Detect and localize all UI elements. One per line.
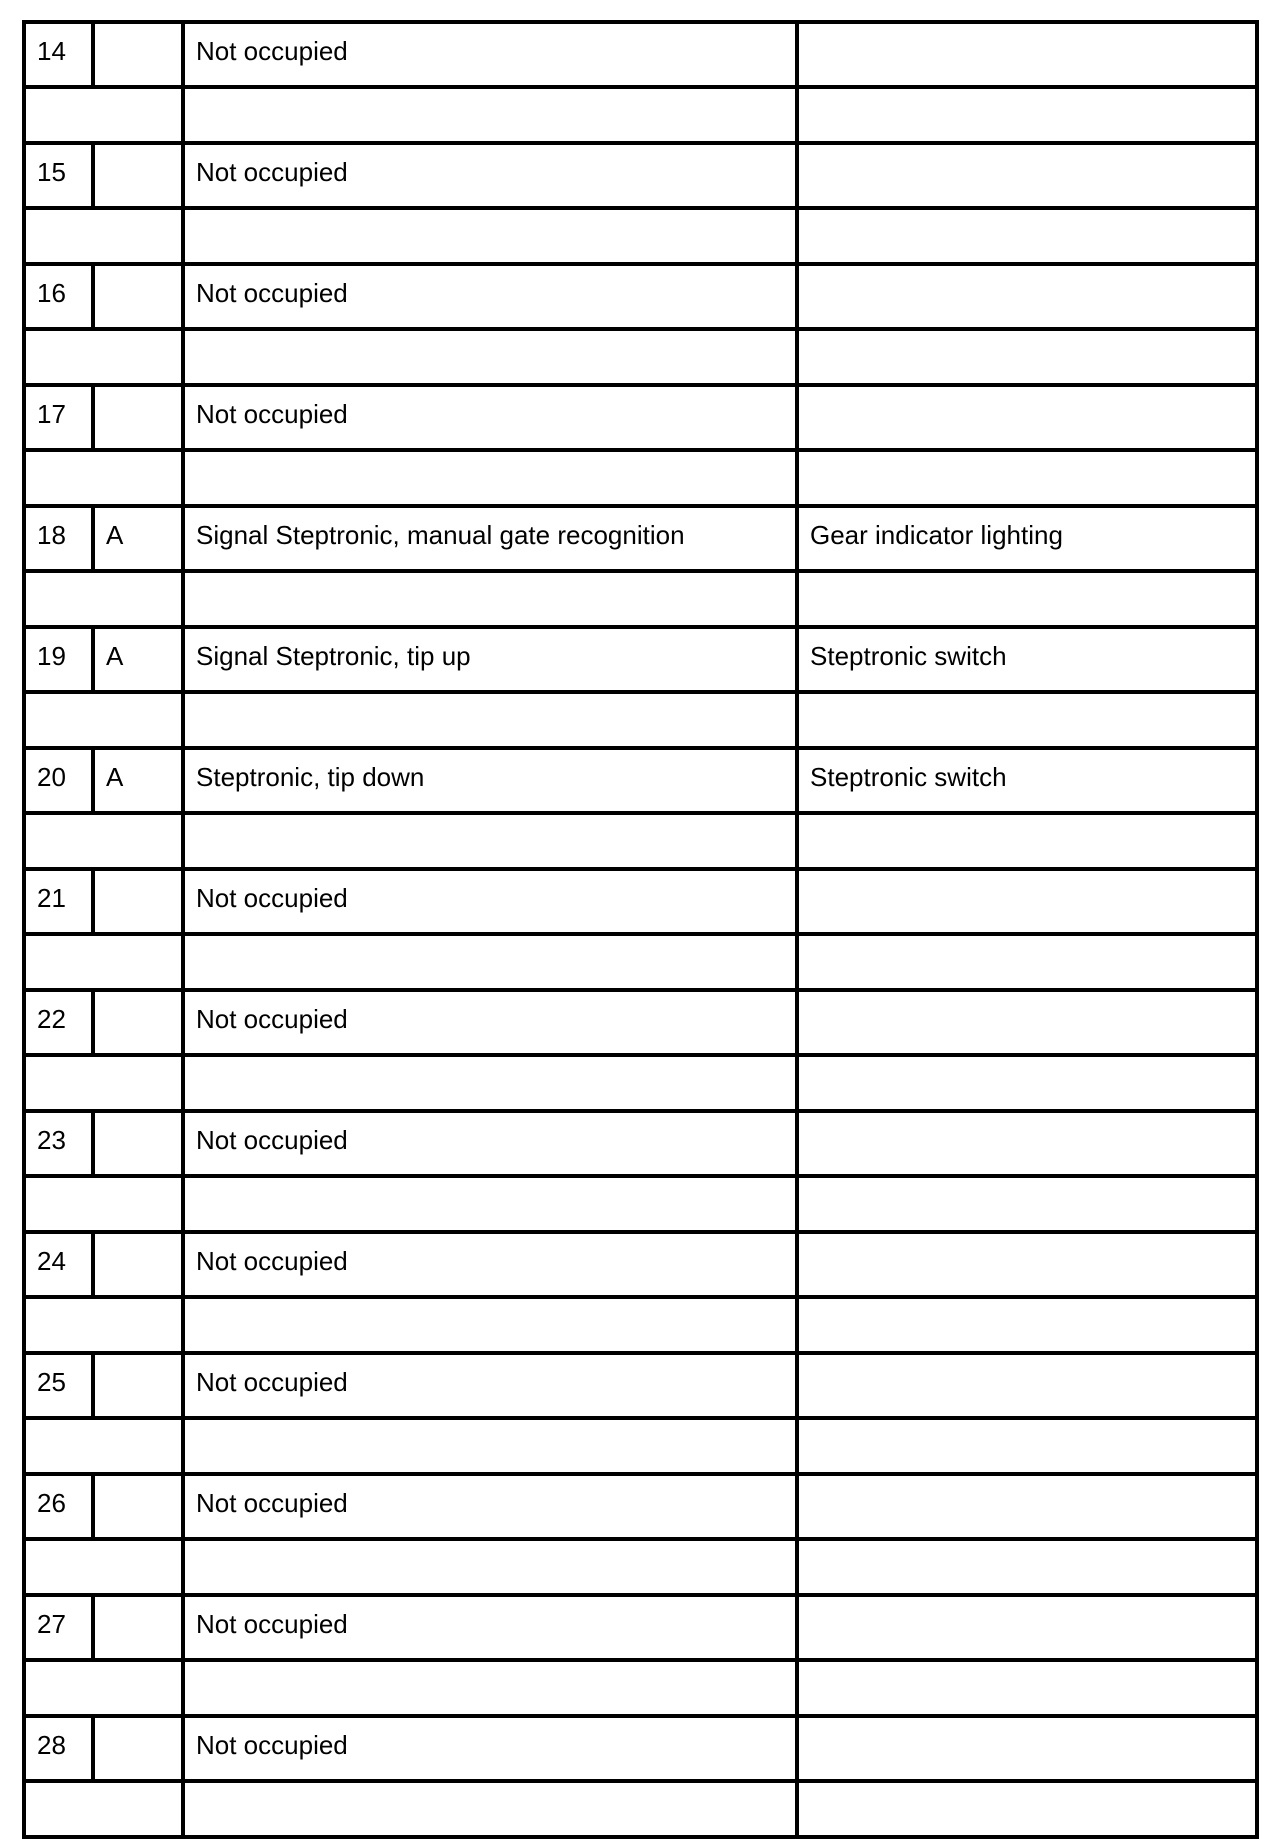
connected-to-cell: Steptronic switch [797,748,1257,813]
empty-cell [24,208,183,264]
empty-cell [183,934,797,990]
empty-cell [24,1055,183,1111]
table-row [24,22,1257,87]
empty-cell [797,208,1257,264]
pin-number-cell: 26 [24,1474,93,1539]
pin-number-cell: 22 [24,990,93,1055]
empty-cell [183,1660,797,1716]
pin-number-cell: 16 [24,264,93,329]
description-cell: Not occupied [183,143,797,208]
table-row [24,627,1257,692]
pin-table-body [24,22,1257,1837]
pin-type-cell [93,143,183,208]
empty-cell [183,1176,797,1232]
description-cell: Not occupied [183,990,797,1055]
pin-assignment-table [22,20,1259,1839]
table-row-spacer [24,934,1257,990]
table-row [24,506,1257,571]
description-cell: Not occupied [183,385,797,450]
pin-type-cell [93,1111,183,1176]
description-cell: Not occupied [183,1111,797,1176]
table-row [24,385,1257,450]
empty-cell [183,692,797,748]
connected-to-cell [797,990,1257,1055]
description-cell: Not occupied [183,1595,797,1660]
pin-type-cell: A [93,748,183,813]
empty-cell [797,87,1257,143]
empty-cell [183,450,797,506]
empty-cell [24,1660,183,1716]
table-row [24,869,1257,934]
pin-number-cell: 20 [24,748,93,813]
empty-cell [797,1297,1257,1353]
empty-cell [183,1539,797,1595]
empty-cell [183,571,797,627]
empty-cell [183,329,797,385]
description-cell: Not occupied [183,869,797,934]
empty-cell [24,1418,183,1474]
pin-number-cell: 21 [24,869,93,934]
empty-cell [797,813,1257,869]
table-row-spacer [24,1660,1257,1716]
pin-type-cell [93,22,183,87]
empty-cell [183,87,797,143]
empty-cell [797,1781,1257,1837]
description-cell: Not occupied [183,1474,797,1539]
description-cell: Signal Steptronic, tip up [183,627,797,692]
empty-cell [183,813,797,869]
pin-type-cell [93,264,183,329]
table-row-spacer [24,1055,1257,1111]
table-row-spacer [24,1418,1257,1474]
connected-to-cell: Steptronic switch [797,627,1257,692]
empty-cell [24,692,183,748]
pin-type-cell [93,1353,183,1418]
connected-to-cell [797,22,1257,87]
table-row-spacer [24,1781,1257,1837]
description-cell: Not occupied [183,264,797,329]
table-row-spacer [24,813,1257,869]
empty-cell [24,87,183,143]
table-row-spacer [24,692,1257,748]
pin-type-cell [93,385,183,450]
table-row [24,1111,1257,1176]
empty-cell [183,1418,797,1474]
empty-cell [797,1418,1257,1474]
empty-cell [24,450,183,506]
pin-type-cell: A [93,627,183,692]
description-cell: Not occupied [183,1232,797,1297]
table-row [24,143,1257,208]
description-cell: Not occupied [183,22,797,87]
connected-to-cell [797,1716,1257,1781]
pin-number-cell: 19 [24,627,93,692]
empty-cell [797,1660,1257,1716]
table-row [24,1353,1257,1418]
empty-cell [797,1055,1257,1111]
pin-number-cell: 27 [24,1595,93,1660]
connected-to-cell [797,1232,1257,1297]
empty-cell [24,1297,183,1353]
table-row [24,264,1257,329]
empty-cell [797,571,1257,627]
description-cell: Not occupied [183,1353,797,1418]
empty-cell [24,813,183,869]
pin-type-cell [93,990,183,1055]
table-row [24,748,1257,813]
empty-cell [24,1781,183,1837]
pin-number-cell: 23 [24,1111,93,1176]
table-row-spacer [24,1539,1257,1595]
connected-to-cell: Gear indicator lighting [797,506,1257,571]
empty-cell [797,329,1257,385]
connected-to-cell [797,264,1257,329]
pin-number-cell: 25 [24,1353,93,1418]
table-row-spacer [24,87,1257,143]
description-cell: Signal Steptronic, manual gate recognition [183,506,797,571]
empty-cell [24,329,183,385]
connected-to-cell [797,1353,1257,1418]
connected-to-cell [797,143,1257,208]
table-row-spacer [24,450,1257,506]
empty-cell [797,1539,1257,1595]
connected-to-cell [797,869,1257,934]
pin-number-cell: 28 [24,1716,93,1781]
pin-number-cell: 18 [24,506,93,571]
pin-number-cell: 17 [24,385,93,450]
empty-cell [797,450,1257,506]
empty-cell [24,571,183,627]
connected-to-cell [797,385,1257,450]
table-row [24,990,1257,1055]
description-cell: Steptronic, tip down [183,748,797,813]
table-row-spacer [24,208,1257,264]
empty-cell [797,934,1257,990]
description-cell: Not occupied [183,1716,797,1781]
empty-cell [183,208,797,264]
pin-type-cell [93,869,183,934]
table-row-spacer [24,1297,1257,1353]
pin-type-cell [93,1595,183,1660]
connected-to-cell [797,1111,1257,1176]
table-row [24,1716,1257,1781]
pin-number-cell: 15 [24,143,93,208]
pin-type-cell [93,1474,183,1539]
empty-cell [183,1781,797,1837]
table-row-spacer [24,1176,1257,1232]
empty-cell [797,692,1257,748]
connected-to-cell [797,1595,1257,1660]
pin-type-cell [93,1232,183,1297]
table-row [24,1595,1257,1660]
empty-cell [183,1297,797,1353]
table-row [24,1232,1257,1297]
pin-number-cell: 24 [24,1232,93,1297]
empty-cell [24,934,183,990]
empty-cell [797,1176,1257,1232]
table-row-spacer [24,571,1257,627]
empty-cell [24,1539,183,1595]
table-row-spacer [24,329,1257,385]
connected-to-cell [797,1474,1257,1539]
empty-cell [183,1055,797,1111]
table-row [24,1474,1257,1539]
empty-cell [24,1176,183,1232]
pin-number-cell: 14 [24,22,93,87]
pin-type-cell: A [93,506,183,571]
pin-type-cell [93,1716,183,1781]
